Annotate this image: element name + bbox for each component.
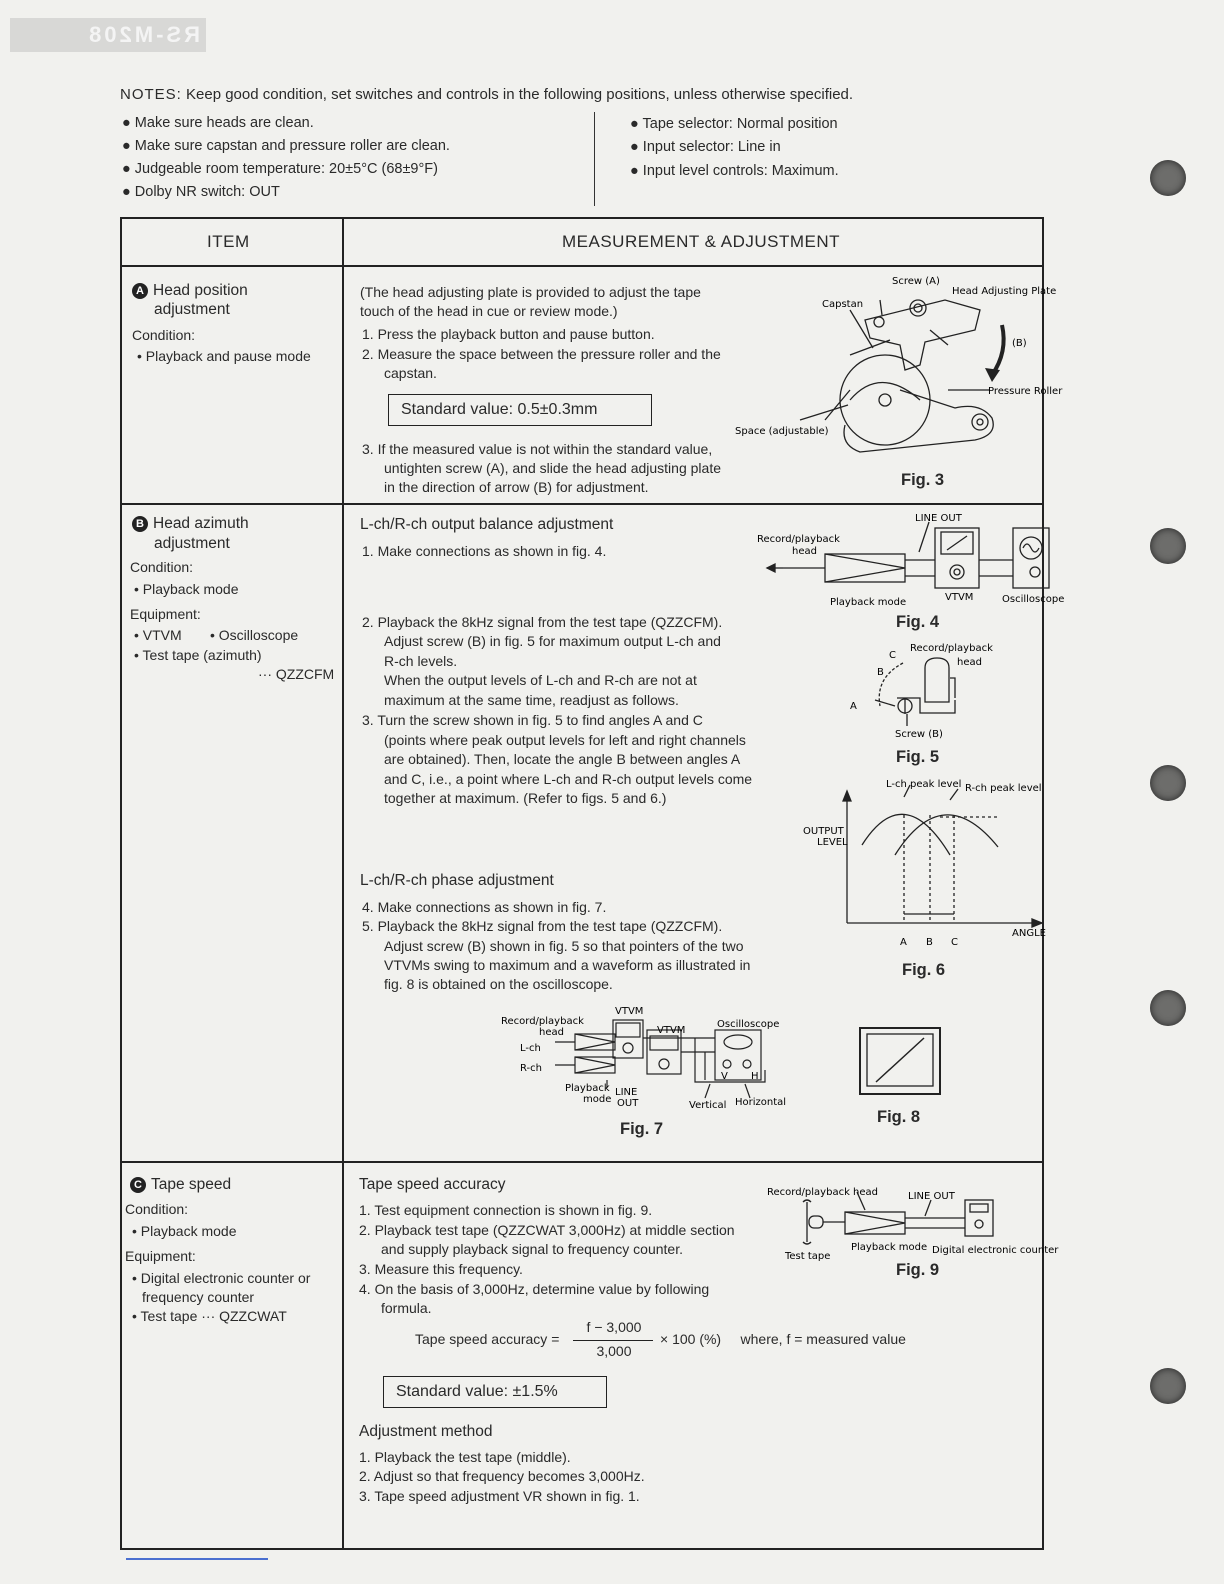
col-header-measurement: MEASUREMENT & ADJUSTMENT: [562, 232, 841, 251]
fig7-label: Fig. 7: [620, 1120, 664, 1138]
section-b-equip-osc: • Oscilloscope: [210, 627, 299, 643]
notes-line: [120, 86, 853, 103]
section-b-condition: • Playback mode: [134, 581, 239, 597]
section-b-step-4: 4. Make connections as shown in fig. 7.: [362, 899, 607, 915]
section-c-equip-tape: • Test tape ··· QZZCWAT: [132, 1308, 287, 1324]
section-b-step-3b: (points where peak output levels for left and right channels: [384, 732, 746, 748]
bottom-mark: [126, 1558, 268, 1560]
fig6-output-level-chart: [800, 775, 1050, 950]
fig9-line-out-label: LINE OUT: [908, 1191, 955, 1202]
binder-hole: [1150, 528, 1186, 564]
section-c-title: C Tape speed: [130, 1176, 231, 1194]
fig4-osc-label: Oscilloscope: [1002, 594, 1065, 605]
notes-intro: Keep good condition, set switches and controls in the following positions, unless otherwise specified.: [186, 86, 854, 103]
section-b-step-5b: Adjust screw (B) shown in fig. 5 so that pointers of the two: [384, 938, 744, 954]
fig5-screw-label: Screw (B): [895, 729, 943, 740]
formula-fraction-bar: [573, 1340, 653, 1341]
fig4-playback-label: Playback mode: [830, 597, 907, 608]
section-b-step-2c: R-ch levels.: [384, 653, 458, 669]
fig5-head-label-1: Record/playback: [910, 643, 993, 654]
note-right-1: ● Tape selector: Normal position: [630, 116, 838, 132]
section-c-step-2a: 2. Playback test tape (QZZCWAT 3,000Hz) at middle section: [359, 1222, 735, 1238]
fig7-playback-label-1: Playback: [565, 1083, 610, 1094]
fig5-a-label: A: [850, 701, 857, 712]
fig7-v-label: V: [721, 1071, 728, 1082]
fig7-lch-label: L-ch: [520, 1043, 541, 1054]
formula-rhs: × 100 (%) where, f = measured value: [660, 1331, 906, 1347]
section-b-title-2: adjustment: [154, 535, 230, 552]
section-b-mark: B: [132, 516, 148, 532]
section-c-step-1: 1. Test equipment connection is shown in fig. 9.: [359, 1202, 653, 1218]
fig7-line-label-2: OUT: [617, 1098, 639, 1109]
section-b-step-2b: Adjust screw (B) in fig. 5 for maximum output L-ch and: [384, 633, 721, 649]
fig5-label: Fig. 5: [896, 748, 940, 766]
fig5-azimuth-screw-diagram: [845, 638, 1015, 748]
section-b-step-3c: are obtained). Then, locate the angle B between angles A: [384, 751, 741, 767]
section-b-condition-label: Condition:: [130, 559, 194, 575]
section-b-equip-vtvm: • VTVM: [134, 627, 182, 643]
fig3-capstan-label: Capstan: [822, 299, 864, 310]
section-a-step-3a: 3. If the measured value is not within the standard value,: [362, 441, 713, 457]
binder-hole: [1150, 990, 1186, 1026]
fig4-vtvm-label: VTVM: [945, 592, 974, 603]
fig7-horizontal-label: Horizontal: [735, 1097, 787, 1108]
section-b-step-2d: When the output levels of L-ch and R-ch are not at: [384, 672, 697, 688]
section-c-step-4a: 4. On the basis of 3,000Hz, determine value by following: [359, 1281, 710, 1297]
section-c-sub-method: Adjustment method: [359, 1423, 493, 1440]
table-row-divider: [120, 1161, 1044, 1163]
section-b-step-3a: 3. Turn the screw shown in fig. 5 to find angles A and C: [362, 712, 703, 728]
fig9-label: Fig. 9: [896, 1261, 940, 1279]
notes-title: NOTES:: [120, 86, 182, 103]
section-a-step-2a: 2. Measure the space between the pressure roller and the: [362, 346, 721, 362]
fig7-vertical-label: Vertical: [689, 1100, 727, 1111]
section-a-step-3c: in the direction of arrow (B) for adjustment.: [384, 479, 649, 495]
formula-denominator: 3,000: [596, 1343, 632, 1359]
section-b-step-2e: maximum at the same time, readjust as follows.: [384, 692, 679, 708]
fig5-c-label: C: [889, 650, 896, 661]
fig9-tape-speed-connection-diagram: [765, 1180, 1065, 1260]
section-a-step-2b: capstan.: [384, 365, 437, 381]
fig6-label: Fig. 6: [902, 961, 946, 979]
section-c-condition-label: Condition:: [125, 1201, 189, 1217]
fig7-vtvm2-label: VTVM: [657, 1025, 686, 1036]
section-b-step-3d: and C, i.e., a point where L-ch and R-ch output levels come: [384, 771, 753, 787]
col-header-item: ITEM: [207, 232, 250, 251]
formula-lhs: Tape speed accuracy =: [415, 1331, 560, 1347]
section-a-intro-2: touch of the head in cue or review mode.): [360, 303, 618, 319]
fig9-head-label: Record/playback head: [767, 1187, 879, 1198]
section-a-intro-1: (The head adjusting plate is provided to adjust the tape: [360, 284, 701, 300]
formula-numerator: f − 3,000: [586, 1319, 642, 1335]
table-row-divider: [120, 503, 1044, 505]
fig8-label: Fig. 8: [877, 1108, 921, 1126]
section-c-equip-counter-2: frequency counter: [142, 1289, 255, 1305]
page-tag: RS-M208: [10, 18, 206, 52]
notes-divider: [594, 112, 595, 206]
fig3-roller-label: Pressure Roller: [988, 386, 1063, 397]
note-right-2: ● Input selector: Line in: [630, 139, 781, 155]
section-b-sub-phase: L-ch/R-ch phase adjustment: [360, 872, 554, 889]
section-b-sub-balance: L-ch/R-ch output balance adjustment: [360, 516, 614, 533]
fig5-head-label-2: head: [957, 657, 982, 668]
fig3-arrow-b-label: (B): [1012, 338, 1027, 349]
note-left-2: ● Make sure capstan and pressure roller are clean.: [122, 138, 450, 154]
section-c-condition: • Playback mode: [132, 1223, 237, 1239]
fig3-screw-label: Screw (A): [892, 276, 940, 287]
fig3-head-position-diagram: [730, 270, 1063, 500]
fig4-connection-diagram: [755, 510, 1065, 610]
section-a-title: A Head position: [132, 282, 248, 300]
fig4-head-label-1: Record/playback: [757, 534, 840, 545]
note-left-1: ● Make sure heads are clean.: [122, 115, 314, 131]
fig6-rpeak-label: R-ch peak level: [965, 783, 1042, 794]
section-c-sub-accuracy: Tape speed accuracy: [359, 1176, 506, 1193]
section-c-method-1: 1. Playback the test tape (middle).: [359, 1449, 571, 1465]
section-b-step-3e: together at maximum. (Refer to figs. 5 and 6.): [384, 790, 667, 806]
fig3-plate-label: Head Adjusting Plate: [952, 286, 1057, 297]
section-a-step-1: 1. Press the playback button and pause button.: [362, 326, 655, 342]
fig6-c-label: C: [951, 937, 958, 948]
fig7-head-label-1: Record/playback: [501, 1016, 584, 1027]
section-a-standard-value: Standard value: 0.5±0.3mm: [388, 394, 652, 426]
fig7-phase-connection-diagram: [495, 1002, 795, 1112]
fig9-playback-label: Playback mode: [851, 1242, 928, 1253]
fig6-b-label: B: [926, 937, 933, 948]
section-a-condition-label: Condition:: [132, 327, 196, 343]
fig3-space-label: Space (adjustable): [735, 426, 829, 437]
fig9-counter-label: Digital electronic counter: [932, 1245, 1059, 1256]
section-c-step-3: 3. Measure this frequency.: [359, 1261, 523, 1277]
section-b-step-5a: 5. Playback the 8kHz signal from the test tape (QZZCFM).: [362, 918, 723, 934]
table-header-divider: [120, 265, 1044, 267]
table-column-divider: [342, 217, 344, 1550]
fig6-xlabel: ANGLE: [1012, 928, 1046, 939]
fig7-osc-label: Oscilloscope: [717, 1019, 780, 1030]
section-a-title-2: adjustment: [154, 301, 230, 318]
fig7-vtvm-top-label: VTVM: [615, 1006, 644, 1017]
fig7-playback-label-2: mode: [583, 1094, 612, 1105]
section-b-equipment-label: Equipment:: [130, 606, 201, 622]
note-left-4: ● Dolby NR switch: OUT: [122, 184, 280, 200]
binder-hole: [1150, 765, 1186, 801]
section-b-step-1: 1. Make connections as shown in fig. 4.: [362, 543, 607, 559]
note-left-3: ● Judgeable room temperature: 20±5°C (68±9°F): [122, 161, 438, 177]
section-b-step-2a: 2. Playback the 8kHz signal from the test tape (QZZCFM).: [362, 614, 723, 630]
fig6-lpeak-label: L-ch peak level: [886, 779, 962, 790]
section-c-standard-value: Standard value: ±1.5%: [383, 1376, 607, 1408]
section-c-equipment-label: Equipment:: [125, 1248, 196, 1264]
fig4-line-out-label: LINE OUT: [915, 513, 962, 524]
section-b-step-5c: VTVMs swing to maximum and a waveform as illustrated in: [384, 957, 751, 973]
fig5-b-label: B: [877, 667, 884, 678]
section-a-condition: • Playback and pause mode: [137, 348, 311, 364]
binder-hole: [1150, 1368, 1186, 1404]
section-c-step-2b: and supply playback signal to frequency counter.: [381, 1241, 683, 1257]
section-c-step-4b: formula.: [381, 1300, 432, 1316]
section-a-mark: A: [132, 283, 148, 299]
section-c-mark: C: [130, 1177, 146, 1193]
fig7-rch-label: R-ch: [520, 1063, 542, 1074]
fig9-test-tape-label: Test tape: [785, 1251, 831, 1262]
section-c-method-2: 2. Adjust so that frequency becomes 3,000Hz.: [359, 1468, 645, 1484]
section-b-step-5d: fig. 8 is obtained on the oscilloscope.: [384, 976, 613, 992]
fig6-a-label: A: [900, 937, 907, 948]
fig3-label: Fig. 3: [901, 471, 945, 489]
section-c-equip-counter: • Digital electronic counter or: [132, 1270, 311, 1286]
fig4-head-label-2: head: [792, 546, 817, 557]
fig6-ylabel-2: LEVEL: [817, 837, 848, 848]
fig6-ylabel-1: OUTPUT: [803, 826, 844, 837]
binder-hole: [1150, 160, 1186, 196]
note-right-3: ● Input level controls: Maximum.: [630, 163, 839, 179]
section-b-equip-tape: • Test tape (azimuth): [134, 647, 262, 663]
fig7-line-label-1: LINE: [615, 1087, 638, 1098]
fig4-label: Fig. 4: [896, 613, 940, 631]
section-b-title: B Head azimuth: [132, 515, 249, 533]
section-a-step-3b: untighten screw (A), and slide the head adjusting plate: [384, 460, 721, 476]
section-c-method-3: 3. Tape speed adjustment VR shown in fig. 1.: [359, 1488, 640, 1504]
fig8-oscilloscope-waveform: [858, 1026, 944, 1096]
fig7-head-label-2: head: [539, 1027, 564, 1038]
section-b-equip-tape-code: ··· QZZCFM: [258, 666, 335, 682]
fig7-h-label: H: [751, 1071, 759, 1082]
